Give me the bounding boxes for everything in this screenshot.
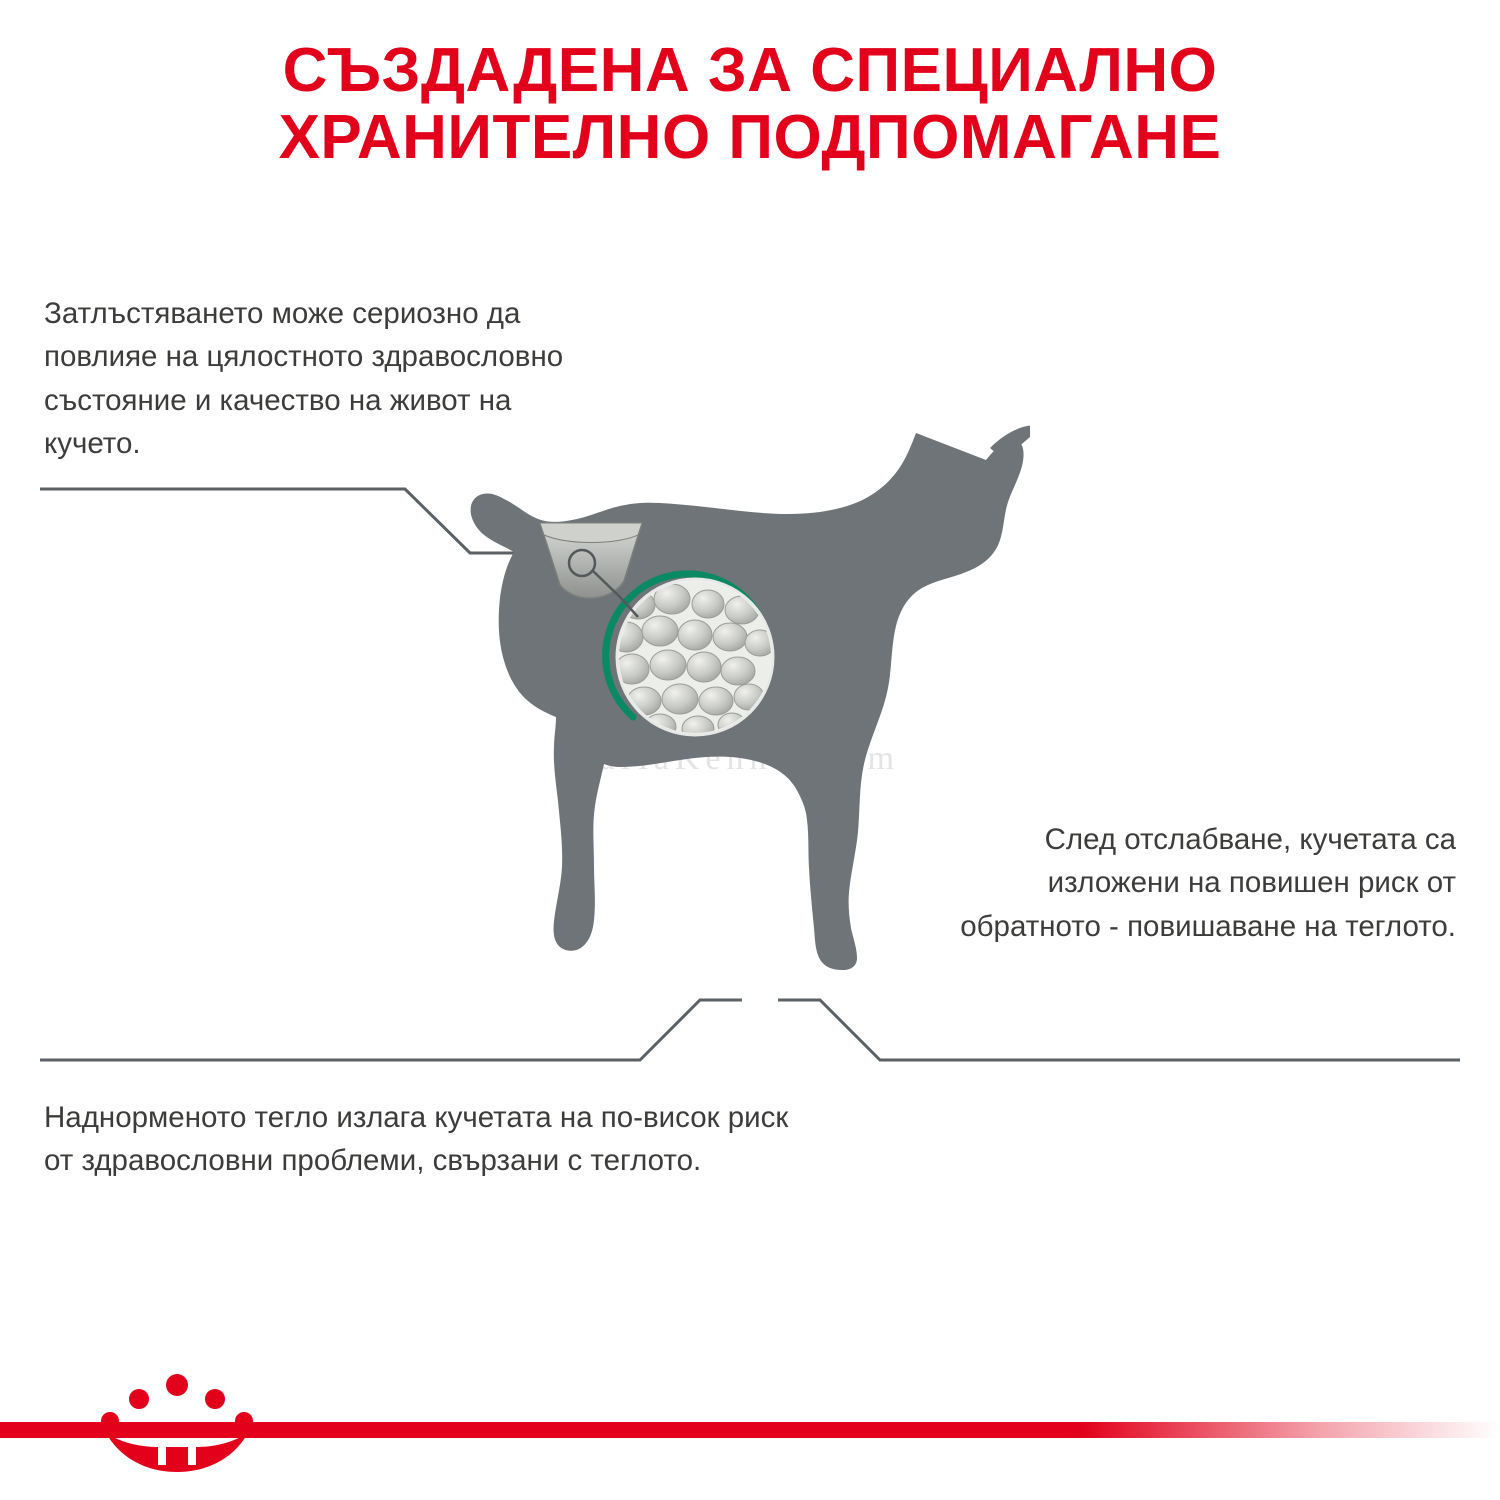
callout-bottom-left: Наднорменото тегло излага кучетата на по-висок риск от здравословни проблеми, свързани с теглото. [44, 1101, 789, 1178]
royal-canin-crown-logo [92, 1369, 262, 1474]
callout-bottom-right: След отслабване, кучетата са изложени на повишен риск от обратното - повишаване на теглото. [960, 823, 1456, 943]
page-title: СЪЗДАДЕНА ЗА СПЕЦИАЛНО ХРАНИТЕЛНО ПОДПОМАГАНЕ [278, 36, 1222, 172]
fat-tissue-sample [540, 523, 642, 598]
watermark: ariaKennel.com [599, 740, 901, 777]
kibble-magnifier [520, 505, 820, 755]
callout-top-left: Затлъстяването може сериозно да повлияе на цялостното здравословно състояние и качество на живот на кучето. [44, 297, 564, 461]
